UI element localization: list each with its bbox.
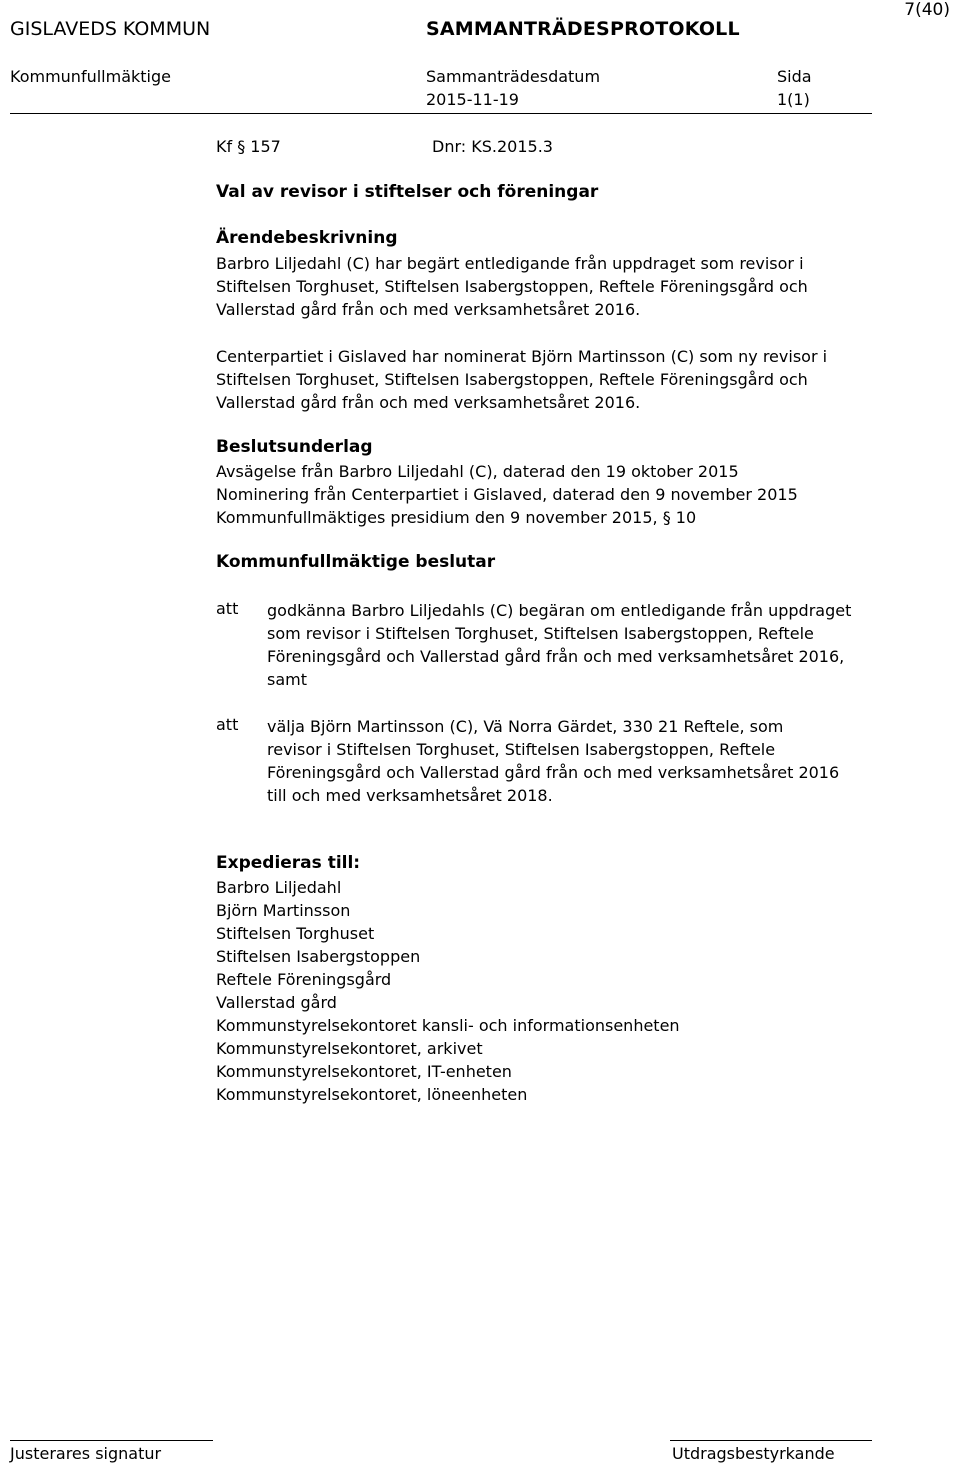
signature-label: Justerares signatur bbox=[10, 1444, 162, 1463]
basis-item: Nominering från Centerpartiet i Gislaved, daterad den 9 november 2015 bbox=[216, 485, 798, 504]
decision-marker: att bbox=[216, 715, 239, 734]
text-line: godkänna Barbro Liljedahls (C) begäran om entledigande från uppdraget bbox=[267, 601, 852, 620]
recipient: Vallerstad gård bbox=[216, 993, 337, 1012]
recipient: Stiftelsen Isabergstoppen bbox=[216, 947, 421, 966]
date-value: 2015-11-19 bbox=[426, 90, 519, 109]
footer-rule-right bbox=[670, 1440, 872, 1441]
body-label: Kommunfullmäktige bbox=[10, 67, 171, 86]
recipient: Kommunstyrelsekontoret kansli- och informationsenheten bbox=[216, 1016, 680, 1035]
reference-number: Dnr: KS.2015.3 bbox=[432, 137, 553, 156]
extract-label: Utdragsbestyrkande bbox=[672, 1444, 835, 1463]
date-label: Sammanträdesdatum bbox=[426, 67, 601, 86]
recipient: Kommunstyrelsekontoret, IT-enheten bbox=[216, 1062, 512, 1081]
recipient: Björn Martinsson bbox=[216, 901, 351, 920]
decision-clause-2 bbox=[267, 715, 867, 807]
text-line: som revisor i Stiftelsen Torghuset, Stiftelsen Isabergstoppen, Reftele bbox=[267, 624, 814, 643]
basis-list bbox=[216, 460, 856, 529]
text-line: Föreningsgård och Vallerstad gård från och med verksamhetsåret 2016 bbox=[267, 763, 840, 782]
document-type: SAMMANTRÄDESPROTOKOLL bbox=[426, 18, 740, 40]
description-paragraph-2 bbox=[216, 345, 856, 414]
distribution-heading: Expedieras till: bbox=[216, 853, 361, 873]
paragraph-number: Kf § 157 bbox=[216, 137, 281, 156]
decision-clause-1 bbox=[267, 599, 867, 691]
page-value: 1(1) bbox=[777, 90, 810, 109]
recipient: Kommunstyrelsekontoret, löneenheten bbox=[216, 1085, 528, 1104]
footer-rule-left bbox=[10, 1440, 213, 1441]
text-line: Vallerstad gård från och med verksamhetsåret 2016. bbox=[216, 393, 641, 412]
recipient: Kommunstyrelsekontoret, arkivet bbox=[216, 1039, 483, 1058]
decision-heading: Kommunfullmäktige beslutar bbox=[216, 552, 496, 572]
text-line: Stiftelsen Torghuset, Stiftelsen Isabergstoppen, Reftele Föreningsgård och bbox=[216, 370, 808, 389]
text-line: Barbro Liljedahl (C) har begärt entledigande från uppdraget som revisor i bbox=[216, 254, 804, 273]
text-line: välja Björn Martinsson (C), Vä Norra Gärdet, 330 21 Reftele, som bbox=[267, 717, 784, 736]
recipient: Reftele Föreningsgård bbox=[216, 970, 392, 989]
description-heading: Ärendebeskrivning bbox=[216, 228, 398, 248]
description-paragraph-1 bbox=[216, 252, 856, 321]
text-line: Föreningsgård och Vallerstad gård från och med verksamhetsåret 2016, bbox=[267, 647, 845, 666]
municipality-name: GISLAVEDS KOMMUN bbox=[10, 18, 211, 40]
basis-heading: Beslutsunderlag bbox=[216, 437, 373, 457]
recipient: Stiftelsen Torghuset bbox=[216, 924, 375, 943]
basis-item: Avsägelse från Barbro Liljedahl (C), daterad den 19 oktober 2015 bbox=[216, 462, 739, 481]
text-line: samt bbox=[267, 670, 307, 689]
page-label: Sida bbox=[777, 67, 812, 86]
text-line: till och med verksamhetsåret 2018. bbox=[267, 786, 553, 805]
basis-item: Kommunfullmäktiges presidium den 9 november 2015, § 10 bbox=[216, 508, 697, 527]
text-line: Vallerstad gård från och med verksamhetsåret 2016. bbox=[216, 300, 641, 319]
header-rule bbox=[10, 113, 872, 114]
recipient: Barbro Liljedahl bbox=[216, 878, 342, 897]
text-line: revisor i Stiftelsen Torghuset, Stiftelsen Isabergstoppen, Reftele bbox=[267, 740, 776, 759]
text-line: Stiftelsen Torghuset, Stiftelsen Isabergstoppen, Reftele Föreningsgård och bbox=[216, 277, 808, 296]
distribution-list bbox=[216, 876, 856, 1106]
text-line: Centerpartiet i Gislaved har nominerat Björn Martinsson (C) som ny revisor i bbox=[216, 347, 828, 366]
page-counter: 7(40) bbox=[904, 0, 950, 20]
case-title: Val av revisor i stiftelser och föreningar bbox=[216, 182, 599, 202]
decision-marker: att bbox=[216, 599, 239, 618]
